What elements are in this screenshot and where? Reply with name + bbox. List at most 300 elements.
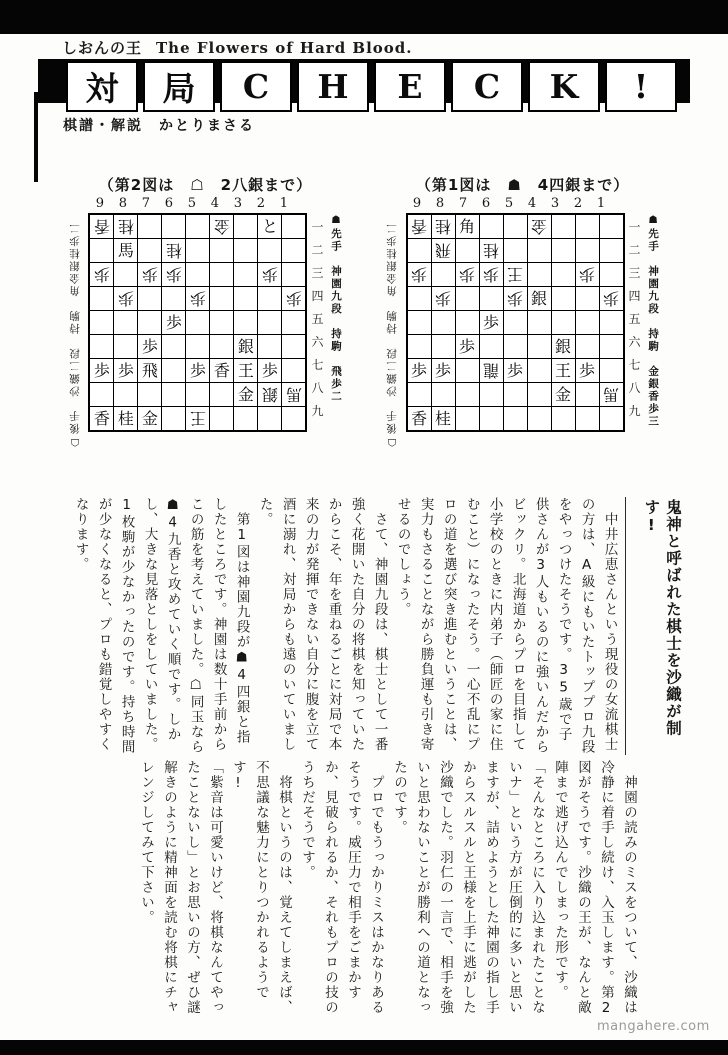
gote-piece: 歩 <box>261 265 278 284</box>
board-cell <box>479 263 503 287</box>
series-title <box>62 37 413 58</box>
board-cell <box>431 359 455 383</box>
article-headline: 鬼神と呼ばれた棋士を沙織が制す! <box>625 497 695 755</box>
board-cell <box>186 287 210 311</box>
rank-number: 五 <box>628 312 641 326</box>
board-cell <box>551 359 575 383</box>
gote-piece: 桂 <box>435 217 452 236</box>
board-diagrams <box>0 174 728 448</box>
file-number: 3 <box>233 196 243 211</box>
board-cell <box>258 359 282 383</box>
board-cell <box>551 383 575 407</box>
board-cell <box>455 335 479 359</box>
sente-piece: 馬 <box>117 241 134 260</box>
board-cell <box>575 383 599 407</box>
board-cell <box>89 214 114 239</box>
board-caption: （第2図は ☖ 2八銀まで） <box>98 176 313 194</box>
file-number: 4 <box>527 196 537 211</box>
file-number: 5 <box>187 196 197 211</box>
board-cell <box>407 383 432 407</box>
article-body-top <box>69 497 621 755</box>
gote-hand-label: ☖後手 沙織二段 持駒 角金銀桂歩二 <box>68 221 81 448</box>
board-cell <box>455 407 479 432</box>
board-cell <box>282 407 307 432</box>
gote-piece: 歩 <box>285 289 302 308</box>
board-cell <box>186 311 210 335</box>
board-figure-2 <box>70 174 341 448</box>
sente-piece: 桂 <box>435 409 452 428</box>
board-cell <box>162 214 186 239</box>
gote-piece: 金 <box>213 217 230 236</box>
gote-piece: 歩 <box>459 265 476 284</box>
sente-piece: 歩 <box>141 337 158 356</box>
board-cell <box>210 383 234 407</box>
top-black-bar <box>0 0 728 34</box>
sente-piece: 歩 <box>93 361 110 380</box>
board-cell <box>114 383 138 407</box>
board-cell <box>186 383 210 407</box>
watermark: mangahere.com <box>597 1019 710 1034</box>
title-letter-box: 対 <box>66 61 138 112</box>
shogi-board-grid <box>406 213 625 432</box>
board-cell <box>599 263 624 287</box>
sente-piece: 銀 <box>237 337 254 356</box>
board-cell <box>114 287 138 311</box>
board-cell <box>503 239 527 263</box>
board-cell <box>551 263 575 287</box>
board-cell <box>162 311 186 335</box>
gote-piece: 歩 <box>435 289 452 308</box>
gote-piece: 香 <box>93 217 110 236</box>
sente-piece: 歩 <box>579 361 596 380</box>
board-cell <box>210 214 234 239</box>
file-number: 9 <box>412 196 422 211</box>
board-cell <box>479 311 503 335</box>
board-cell <box>258 311 282 335</box>
board-cell <box>234 407 258 432</box>
board-cell <box>138 263 162 287</box>
rank-number: 六 <box>311 335 324 349</box>
rank-number: 六 <box>628 335 641 349</box>
article-paragraph: 「紫音は可愛いけど、将棋なんてやったことないし」とお思いの方、ぜひ謎解きのように精神面を読む将棋にチャレンジしてみて下さい。 <box>138 760 223 1015</box>
rank-number: 九 <box>628 404 641 418</box>
sente-piece: 歩 <box>261 361 278 380</box>
board-cell <box>407 407 432 432</box>
file-number: 9 <box>95 196 105 211</box>
gote-piece: 銀 <box>261 385 278 404</box>
board-cell <box>431 214 455 239</box>
left-edge-mark <box>34 92 38 182</box>
board-cell <box>551 311 575 335</box>
sente-piece: 金 <box>237 385 254 404</box>
article-paragraph: 中井広恵さんという現役の女流棋士の方は、A級にもいたトッププロ九段をやっつけたそうです。35歳で子供さんが3人もいるのに強いんだからビックリ。北海道からプロを目指して小学校のときに内弟子（師匠の家に住むこと）になったそう。一心不乱にプロの道を選び突き進むということは、実力もさることながら勝負運も引き寄せるのでしょう。 <box>394 497 618 755</box>
board-cell <box>186 239 210 263</box>
board-cell <box>599 359 624 383</box>
board-cell <box>282 311 307 335</box>
board-cell <box>455 214 479 239</box>
board-cell <box>162 263 186 287</box>
board-cell <box>114 214 138 239</box>
file-number: 2 <box>256 196 266 211</box>
bottom-black-bar <box>0 1040 728 1055</box>
board-cell <box>575 407 599 432</box>
board-cell <box>431 239 455 263</box>
board-cell <box>407 359 432 383</box>
board-cell <box>599 407 624 432</box>
board-cell <box>503 407 527 432</box>
sente-piece: 香 <box>93 409 110 428</box>
board-cell <box>282 359 307 383</box>
board-cell <box>210 359 234 383</box>
board-cell <box>575 359 599 383</box>
gote-piece: 歩 <box>579 265 596 284</box>
board-cell <box>431 311 455 335</box>
board-cell <box>551 239 575 263</box>
title-letter-box: C <box>220 61 292 112</box>
board-cell <box>479 407 503 432</box>
board-cell <box>282 335 307 359</box>
board-cell <box>479 239 503 263</box>
board-cell <box>575 287 599 311</box>
board-cell <box>114 239 138 263</box>
file-number: 4 <box>210 196 220 211</box>
rank-number: 三 <box>628 266 641 280</box>
board-cell <box>138 407 162 432</box>
board-cell <box>186 407 210 432</box>
sente-piece: 歩 <box>507 361 524 380</box>
article-paragraph: 将棋というのは、覚えてしまえば、不思議な魅力にとりつかれるようです! <box>230 760 292 1015</box>
rank-number: 二 <box>628 243 641 257</box>
gote-piece: 歩 <box>165 265 182 284</box>
board-cell <box>234 359 258 383</box>
rank-number: 一 <box>628 220 641 234</box>
gote-piece: 歩 <box>93 265 110 284</box>
board-cell <box>431 287 455 311</box>
sente-piece: 香 <box>411 409 428 428</box>
sente-piece: 角 <box>459 217 476 236</box>
board-cell <box>258 383 282 407</box>
board-cell <box>162 407 186 432</box>
board-cell <box>114 335 138 359</box>
board-cell <box>138 214 162 239</box>
board-cell <box>551 407 575 432</box>
board-cell <box>114 359 138 383</box>
sente-piece: 歩 <box>411 361 428 380</box>
board-cell <box>455 383 479 407</box>
board-cell <box>599 383 624 407</box>
file-number: 5 <box>504 196 514 211</box>
title-letter-box: E <box>374 61 446 112</box>
board-cell <box>138 359 162 383</box>
board-cell <box>479 359 503 383</box>
board-cell <box>162 335 186 359</box>
credit-line: 棋譜・解説 かとりまさる <box>63 118 255 134</box>
article-lower-band <box>134 760 640 1018</box>
board-cell <box>407 214 432 239</box>
board-cell <box>407 311 432 335</box>
board-cell <box>234 287 258 311</box>
board-cell <box>138 239 162 263</box>
board-cell <box>455 311 479 335</box>
sente-hand-label: ☗先手 神園九段 持駒 金銀香歩三 <box>647 214 660 428</box>
board-cell <box>407 239 432 263</box>
board-cell <box>575 239 599 263</box>
board-cell <box>186 335 210 359</box>
board-cell <box>527 311 551 335</box>
board-cell <box>282 214 307 239</box>
board-cell <box>479 214 503 239</box>
gote-piece: 桂 <box>483 241 500 260</box>
board-cell <box>575 311 599 335</box>
board-cell <box>138 287 162 311</box>
rank-number: 八 <box>628 381 641 395</box>
board-cell <box>210 263 234 287</box>
board-cell <box>89 287 114 311</box>
board-cell <box>258 239 282 263</box>
gote-piece: 龍 <box>483 361 500 380</box>
board-cell <box>162 239 186 263</box>
board-cell <box>258 263 282 287</box>
board-cell <box>479 383 503 407</box>
board-cell <box>186 263 210 287</box>
board-cell <box>89 335 114 359</box>
sente-piece: 王 <box>237 361 254 380</box>
board-cell <box>407 287 432 311</box>
rank-number: 四 <box>628 289 641 303</box>
board-cell <box>186 214 210 239</box>
article-body-bottom <box>134 760 640 1018</box>
board-cell <box>503 311 527 335</box>
board-cell <box>89 263 114 287</box>
board-cell <box>599 239 624 263</box>
board-caption: （第1図は ☗ 4四銀まで） <box>415 176 630 194</box>
board-cell <box>234 335 258 359</box>
board-cell <box>210 335 234 359</box>
board-cell <box>575 263 599 287</box>
board-cell <box>282 287 307 311</box>
board-cell <box>575 214 599 239</box>
board-cell <box>89 311 114 335</box>
gote-piece: 馬 <box>603 385 620 404</box>
board-cell <box>89 239 114 263</box>
board-cell <box>234 311 258 335</box>
board-cell <box>527 239 551 263</box>
article-paragraph: さて、神園九段は、棋士として一番強く花開いた自分の将棋を知っていたからこそ、年を重ねるごとに対局で本来の力が発揮できない自分に腹を立て酒に溺れ、対局からも遠のいていました。 <box>256 497 388 752</box>
sente-piece: 歩 <box>459 337 476 356</box>
board-cell <box>186 359 210 383</box>
board-cell <box>234 383 258 407</box>
board-cell <box>162 359 186 383</box>
board-cell <box>527 214 551 239</box>
board-cell <box>551 287 575 311</box>
board-cell <box>431 335 455 359</box>
article-upper-band <box>69 497 695 755</box>
board-cell <box>210 407 234 432</box>
board-cell <box>258 407 282 432</box>
gote-piece: 飛 <box>435 241 452 260</box>
sente-piece: 歩 <box>435 361 452 380</box>
board-cell <box>455 263 479 287</box>
board-cell <box>282 383 307 407</box>
board-cell <box>258 214 282 239</box>
sente-piece: 銀 <box>555 337 572 356</box>
board-cell <box>503 263 527 287</box>
file-number: 1 <box>596 196 606 211</box>
board-cell <box>210 287 234 311</box>
board-cell <box>431 263 455 287</box>
board-cell <box>114 263 138 287</box>
board-cell <box>162 383 186 407</box>
gote-piece: 歩 <box>507 289 524 308</box>
board-cell <box>138 311 162 335</box>
board-cell <box>138 335 162 359</box>
board-cell <box>407 335 432 359</box>
file-number: 8 <box>435 196 445 211</box>
rank-number: 七 <box>311 358 324 372</box>
rank-number: 九 <box>311 404 324 418</box>
gote-piece: 桂 <box>117 217 134 236</box>
gote-piece: 馬 <box>285 385 302 404</box>
gote-piece: 歩 <box>189 289 206 308</box>
sente-piece: 金 <box>555 385 572 404</box>
rank-numbers <box>311 215 323 432</box>
sente-piece: 香 <box>213 361 230 380</box>
board-cell <box>89 407 114 432</box>
rank-number: 八 <box>311 381 324 395</box>
board-cell <box>503 335 527 359</box>
title-letter-box: H <box>297 61 369 112</box>
board-cell <box>527 407 551 432</box>
board-cell <box>551 214 575 239</box>
sente-piece: と <box>261 217 278 236</box>
rank-number: 三 <box>311 266 324 280</box>
rank-number: 一 <box>311 220 324 234</box>
board-cell <box>527 263 551 287</box>
board-cell <box>455 359 479 383</box>
board-cell <box>599 311 624 335</box>
board-cell <box>234 239 258 263</box>
board-cell <box>431 383 455 407</box>
gote-piece: 桂 <box>165 241 182 260</box>
board-cell <box>575 335 599 359</box>
gote-piece: 歩 <box>483 265 500 284</box>
title-letter-box: ! <box>605 61 677 112</box>
gote-piece: 歩 <box>603 289 620 308</box>
gote-piece: 歩 <box>141 265 158 284</box>
gote-piece: 歩 <box>117 289 134 308</box>
sente-piece: 飛 <box>141 361 158 380</box>
board-cell <box>114 407 138 432</box>
gote-piece: 香 <box>411 217 428 236</box>
board-cell <box>89 359 114 383</box>
gote-piece: 金 <box>531 217 548 236</box>
board-cell <box>527 335 551 359</box>
rank-number: 五 <box>311 312 324 326</box>
article-paragraph: プロでもうっかりミスはかなりあるそうです。威圧力で相手をごまかすか、見破られるか、それもプロの技のうちだそうです。 <box>299 760 384 1015</box>
board-cell <box>503 214 527 239</box>
article-paragraph: 神園の読みのミスをついて、沙織は冷静に着手し続け、入玉します。第2図がそうです。沙織の王が、なんと敵陣まで逃げ込んでしまった形です。「そんなところに入り込まれたことないナ」という方が圧倒的に多いと思いますが、詰めようとした神園の指し手からスルスルと王様を上手に逃がした沙織でした。羽仁の一言で、相手を強いと思わないことが勝利への道となったのです。 <box>391 760 637 1018</box>
board-cell <box>503 287 527 311</box>
sente-piece: 歩 <box>483 313 500 332</box>
board-cell <box>234 214 258 239</box>
title-letter-box: 局 <box>143 61 215 112</box>
board-cell <box>455 239 479 263</box>
file-number: 1 <box>279 196 289 211</box>
article-paragraph: 第1図は神園九段が☗4四銀と指したところです。神園は数十手前からこの筋を考えていました。☖同玉なら☗4九香と攻めていく順です。しかし、大きな見落としをしていました。1枚駒が少なかったのです。持ち時間が少なくなると、プロも錯覚しやすくなります。 <box>72 497 250 755</box>
board-cell <box>258 287 282 311</box>
page-title <box>66 61 682 112</box>
sente-piece: 銀 <box>531 289 548 308</box>
rank-numbers <box>629 215 641 432</box>
board-cell <box>162 287 186 311</box>
file-number: 3 <box>550 196 560 211</box>
rank-number: 二 <box>311 243 324 257</box>
sente-piece: 王 <box>555 361 572 380</box>
board-cell <box>89 383 114 407</box>
board-cell <box>282 239 307 263</box>
series-title-en: The Flowers of Hard Blood. <box>156 39 413 57</box>
file-number: 6 <box>164 196 174 211</box>
gote-hand-label: ☖後手 沙織二段 持駒 角金銀桂歩二 <box>386 221 398 448</box>
rank-number: 四 <box>311 289 324 303</box>
board-cell <box>431 407 455 432</box>
board-cell <box>210 311 234 335</box>
rank-number: 七 <box>628 358 641 372</box>
file-number: 8 <box>118 196 128 211</box>
file-number: 7 <box>141 196 151 211</box>
sente-piece: 金 <box>141 409 158 428</box>
title-letter-box: K <box>528 61 600 112</box>
shogi-board-grid <box>88 213 307 432</box>
series-title-jp: しおんの王 <box>62 39 143 57</box>
board-cell <box>503 383 527 407</box>
title-letter-box: C <box>451 61 523 112</box>
gote-piece: 王 <box>189 409 206 428</box>
sente-hand-label: ☗先手 神園九段 持駒 飛歩二 <box>330 214 342 403</box>
board-cell <box>407 263 432 287</box>
board-cell <box>599 335 624 359</box>
board-cell <box>258 335 282 359</box>
board-cell <box>527 383 551 407</box>
board-cell <box>479 335 503 359</box>
board-cell <box>527 359 551 383</box>
board-cell <box>282 263 307 287</box>
file-numbers <box>88 196 323 213</box>
sente-piece: 歩 <box>165 313 182 332</box>
file-number: 2 <box>573 196 583 211</box>
board-cell <box>210 239 234 263</box>
board-cell <box>234 263 258 287</box>
file-numbers <box>406 196 641 213</box>
board-cell <box>551 335 575 359</box>
gote-piece: 歩 <box>411 265 428 284</box>
sente-piece: 歩 <box>189 361 206 380</box>
board-cell <box>114 311 138 335</box>
board-cell <box>479 287 503 311</box>
sente-piece: 桂 <box>117 409 134 428</box>
sente-piece: 歩 <box>117 361 134 380</box>
file-number: 7 <box>458 196 468 211</box>
board-cell <box>527 287 551 311</box>
board-cell <box>455 287 479 311</box>
gote-piece: 王 <box>507 265 524 284</box>
board-cell <box>138 383 162 407</box>
board-figure-1 <box>387 174 658 448</box>
board-cell <box>599 287 624 311</box>
board-cell <box>503 359 527 383</box>
file-number: 6 <box>481 196 491 211</box>
board-cell <box>599 214 624 239</box>
